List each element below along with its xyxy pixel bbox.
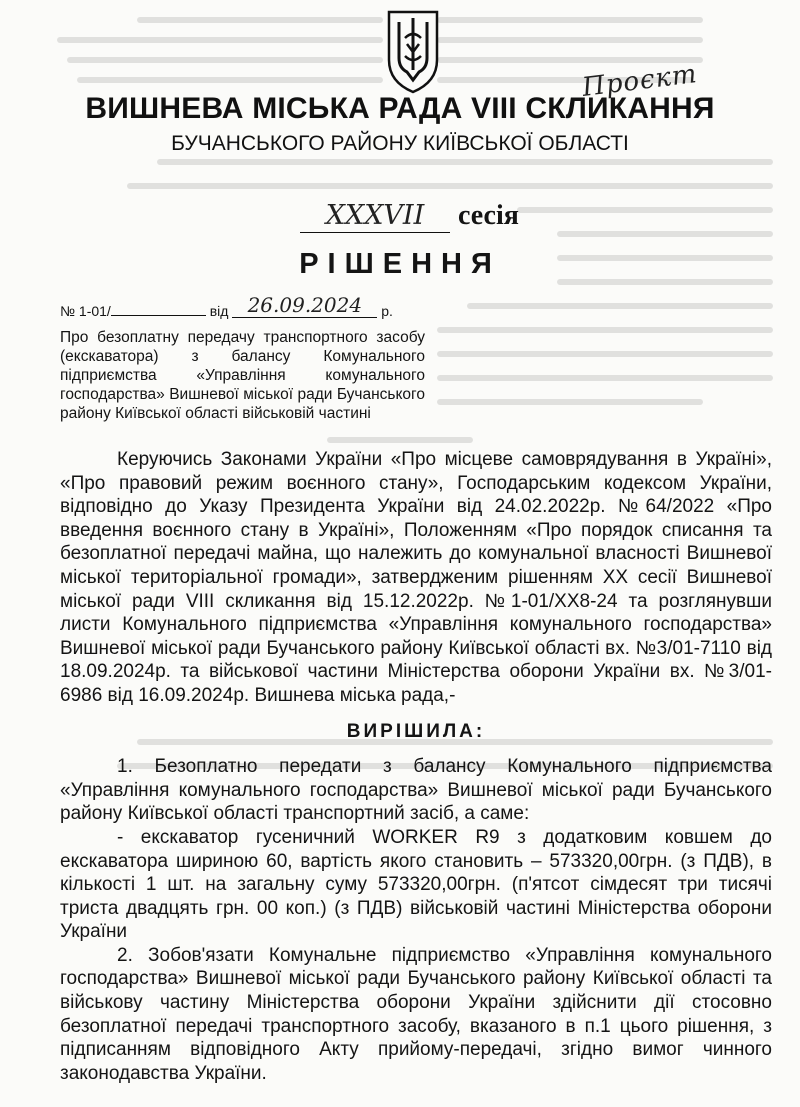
resolved-heading: ВИРІШИЛА: [346,720,486,742]
council-name: ВИШНЕВА МІСЬКА РАДА VIII СКЛИКАННЯ [85,92,715,125]
decision-subject: Про безоплатну передачу транспортного засобу (екскаватора) з балансу Комунального підприємства «Управління комунального господарства» Вишневої міської ради Бучанського району Київської області військовій частині [60,329,425,422]
session-label: сесія [458,200,519,231]
preamble-paragraph: Керуючись Законами України «Про місцеве самоврядування в Україні», «Про правовий режим воєнного стану», Господарським кодексом України, відповідно до Указу Президента України від 24.02.2022р. №64/2022 «Про введення воєнного стану в Україні», Положенням «Про порядок списання та безоплатної передачі майна, що належить до комунальної власності Вишневої міської територіальної громади», затвердженим рішенням XX сесії Вишневої міської ради VIII скликання від 15.12.2022р. №1-01/XX8-24 та розглянувши листи Комунального підприємства «Управління комунального господарства» Вишневої міської ради Бучанського району Київської області вх. №3/01-7110 від 18.09.2024р. та військової частини Міністерства оборони України вх. №3/01-6986 від 16.09.2024р. Вишнева міська рада,- [60,449,772,706]
item-1-detail-paragraph: - екскаватор гусеничний WORKER R9 з додатковим ковшем до екскаватора шириною 60, вартість якого становить – 573320,00грн. (з ПДВ), в кількості 1 шт. на загальну суму 573320,00грн. (п'ятсот сімдесят три тисячі триста двадцять грн. 00 коп.) (з ПДВ) військовій частині Міністерства оборони України [60,826,772,943]
document-title: РІШЕННЯ [299,248,501,280]
decision-body [60,448,772,1085]
draft-handwritten-mark: Проєкт [580,59,700,103]
number-blank [111,315,206,316]
item-1-paragraph: 1. Безоплатно передати з балансу Комунального підприємства «Управління комунального господарства» Вишневої міської ради Бучанського району Київської області транспортний засіб, а саме: [60,756,772,825]
session-number: XXXVII [300,200,450,233]
decision-number-line [60,293,393,322]
decision-date: 26.09.2024 [232,293,377,318]
session-line [300,200,560,234]
date-suffix: р. [381,303,393,319]
coat-of-arms-icon [385,8,441,94]
item-2-paragraph: 2. Зобов'язати Комунальне підприємство «Управління комунального господарства» Вишневої міської ради Бучанського району Київської області та військову частину Міністерства оборони України здійснити дії стосовно безоплатної передачі транспортного засобу, вказаного в п.1 цього рішення, з підписанням відповідного Акту прийому-передачі, згідно вимог чинного законодавства України. [60,944,772,1084]
district-name: БУЧАНСЬКОГО РАЙОНУ КИЇВСЬКОЇ ОБЛАСТІ [171,132,629,155]
number-prefix: № 1-01/ [60,303,111,319]
date-prefix: від [209,303,229,319]
